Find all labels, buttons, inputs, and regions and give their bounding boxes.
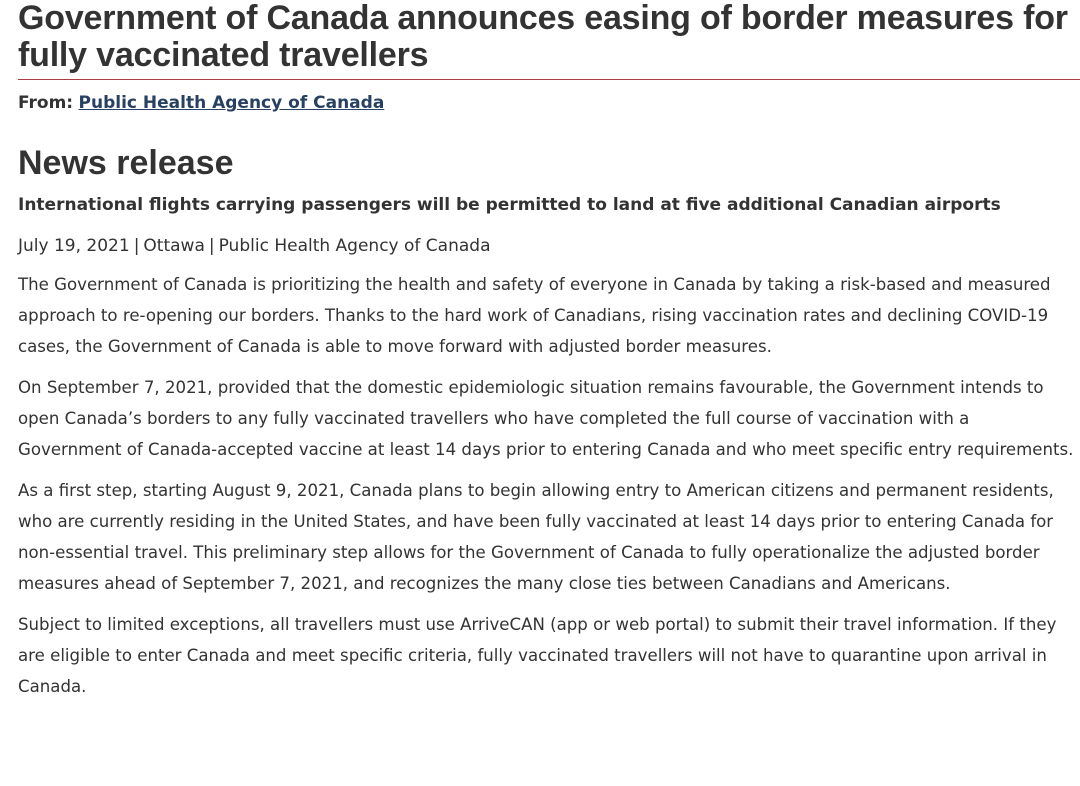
dateline-agency: Public Health Agency of Canada [218, 236, 491, 256]
article [18, 0, 1078, 702]
dateline-date: July 19, 2021 [18, 236, 130, 256]
from-agency-link[interactable]: Public Health Agency of Canada [78, 93, 385, 113]
dateline [18, 234, 1078, 258]
dateline-location: Ottawa [143, 236, 205, 256]
body-paragraph: On September 7, 2021, provided that the domestic epidemiologic situation remains favourable, the Government intends to open Canada’s borders to any fully vaccinated travellers who have completed the full course of vaccination with a Government of Canada-accepted vaccine at least 14 days prior to entering Canada and who meet specific entry requirements. [18, 378, 1074, 459]
body-paragraph: Subject to limited exceptions, all travellers must use ArriveCAN (app or web portal) to submit their travel information. If they are eligible to enter Canada and meet specific criteria, fully vaccinated travellers will not have to quarantine upon arrival in Canada. [18, 615, 1057, 696]
from-line [18, 91, 1078, 115]
page-title: Government of Canada announces easing of border measures for fully vaccinated travellers [18, 0, 1068, 74]
section-heading: News release [18, 144, 234, 182]
dateline-separator: | [133, 236, 140, 256]
dateline-separator: | [208, 236, 215, 256]
title-divider [18, 79, 1080, 80]
body-paragraph: The Government of Canada is prioritizing the health and safety of everyone in Canada by taking a risk-based and measured approach to re-opening our borders. Thanks to the hard work of Canadians, rising vaccination rates and declining COVID-19 cases, the Government of Canada is able to move forward with adjusted border measures. [18, 275, 1051, 356]
body-paragraph: As a first step, starting August 9, 2021, Canada plans to begin allowing entry to American citizens and permanent residents, who are currently residing in the United States, and have been fully vaccinated at least 14 days prior to entering Canada for non-essential travel. This preliminary step allows for the Government of Canada to fully operationalize the adjusted border measures ahead of September 7, 2021, and recognizes the many close ties between Canadians and Americans. [18, 481, 1054, 593]
from-label: From: [18, 93, 74, 113]
article-subtitle: International flights carrying passengers will be permitted to land at five additional Canadian airports [18, 195, 1001, 215]
